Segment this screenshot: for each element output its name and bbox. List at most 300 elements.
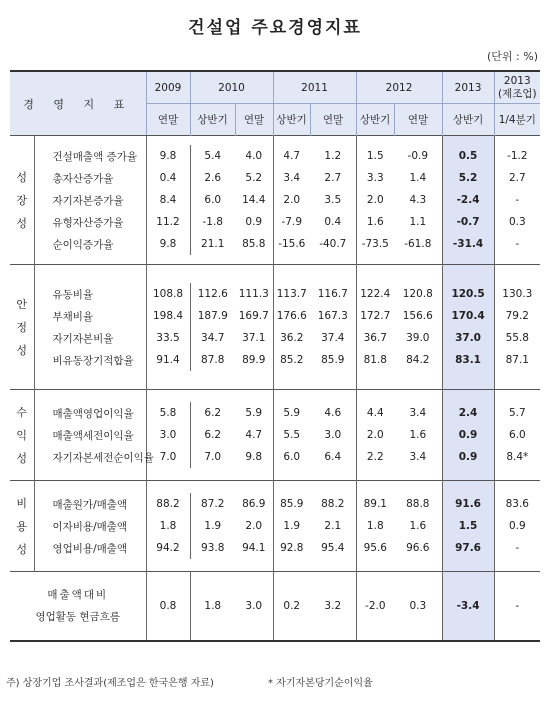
pad-cell <box>146 390 190 403</box>
value-cell: 3.0 <box>235 572 273 642</box>
pad-cell <box>356 255 394 265</box>
row-label: 순이익증가율 <box>34 233 146 255</box>
table-row <box>10 233 540 255</box>
category-char: 비 <box>16 496 28 510</box>
pad-cell <box>235 265 273 284</box>
category-char: 용 <box>16 519 28 533</box>
value-cell: 112.6 <box>197 288 228 300</box>
pad-cell <box>146 136 190 146</box>
pad-cell <box>442 265 494 284</box>
header-year-2012: 2012 <box>356 71 442 104</box>
pad-cell <box>190 559 235 572</box>
value-cell: 1.8 <box>366 520 384 532</box>
value-cell: -3.4 <box>442 572 494 642</box>
value-cell: 3.3 <box>366 172 384 184</box>
pad-cell <box>273 481 310 494</box>
header-year-2013-manufacturing: 2013 (제조업) <box>494 71 540 104</box>
pad-cell <box>442 371 494 390</box>
cashflow-label <box>10 572 146 642</box>
value-cell: -31.4 <box>442 233 494 255</box>
pad-cell <box>356 468 394 481</box>
pad-cell <box>356 136 394 146</box>
value-cell: 0.4 <box>146 167 190 189</box>
pad-cell <box>34 390 146 403</box>
pad-cell <box>146 265 190 284</box>
unit-label: (단위 : %) <box>487 50 538 63</box>
row-label: 영업비용/매출액 <box>34 537 146 559</box>
group-top-pad <box>10 390 540 403</box>
category-label <box>10 136 34 265</box>
value-cell: 170.4 <box>442 305 494 327</box>
value-cell: -2.4 <box>442 189 494 211</box>
value-cell: 91.4 <box>146 349 190 371</box>
value-cell: 122.4 <box>360 288 391 300</box>
pad-cell <box>310 255 356 265</box>
value-cell: 0.9 <box>442 424 494 446</box>
value-cell: -1.8 <box>202 216 223 228</box>
category-char: 성 <box>16 451 28 465</box>
header-year-2009: 2009 <box>146 71 190 104</box>
value-cell: 6.0 <box>508 429 526 441</box>
pad-cell <box>34 371 146 390</box>
pad-cell <box>235 468 273 481</box>
value-cell: - <box>515 238 520 250</box>
value-cell: 88.2 <box>310 493 356 515</box>
value-cell: 39.0 <box>394 327 442 349</box>
group-bottom-pad <box>10 559 540 572</box>
pad-cell <box>235 390 273 403</box>
value-cell: 2.0 <box>366 194 384 206</box>
value-cell: 97.6 <box>442 537 494 559</box>
table-row <box>10 145 540 167</box>
value-cell: -0.7 <box>442 211 494 233</box>
value-cell: 172.7 <box>360 310 391 322</box>
group-bottom-pad <box>10 255 540 265</box>
pad-cell <box>394 371 442 390</box>
row-label: 자기자본세전순이익율 <box>34 446 146 468</box>
value-cell: 2.4 <box>442 402 494 424</box>
value-cell: 4.7 <box>235 424 273 446</box>
value-cell: 85.8 <box>235 233 273 255</box>
pad-cell <box>310 468 356 481</box>
table-row <box>10 537 540 559</box>
value-cell: 3.5 <box>310 189 356 211</box>
value-cell: 81.8 <box>363 354 387 366</box>
value-cell: 2.6 <box>204 172 222 184</box>
row-label: 자기자본증가율 <box>34 189 146 211</box>
value-cell: 0.2 <box>273 572 310 642</box>
pad-cell <box>190 468 235 481</box>
value-cell: 0.9 <box>508 520 526 532</box>
value-cell: 83.6 <box>505 498 529 510</box>
header-year-2010: 2010 <box>190 71 273 104</box>
value-cell: 14.4 <box>235 189 273 211</box>
table-row <box>10 211 540 233</box>
table-row <box>10 349 540 371</box>
value-cell: 167.3 <box>310 305 356 327</box>
category-label <box>10 481 34 572</box>
value-cell: 0.9 <box>442 446 494 468</box>
header-period: 1/4분기 <box>494 104 540 136</box>
table-row <box>10 167 540 189</box>
category-char: 성 <box>16 542 28 556</box>
table-row <box>10 327 540 349</box>
value-cell: 36.7 <box>363 332 387 344</box>
footnote-source: 주) 상장기업 조사결과(제조업은 한국은행 자료) <box>6 678 214 689</box>
pad-cell <box>494 371 540 390</box>
value-cell: 3.2 <box>310 572 356 642</box>
value-cell: 79.2 <box>505 310 529 322</box>
value-cell: 1.8 <box>146 515 190 537</box>
value-cell: 87.2 <box>201 498 225 510</box>
pad-cell <box>190 390 235 403</box>
value-cell: 2.7 <box>508 172 526 184</box>
pad-cell <box>356 371 394 390</box>
indicator-table <box>10 70 540 642</box>
pad-cell <box>394 265 442 284</box>
pad-cell <box>310 559 356 572</box>
category-char: 성 <box>16 170 28 184</box>
row-label: 매출액영업이익율 <box>34 402 146 424</box>
header-period: 상반기 <box>273 104 310 136</box>
value-cell: 21.1 <box>201 238 225 250</box>
value-cell: -61.8 <box>394 233 442 255</box>
value-cell: 89.9 <box>235 349 273 371</box>
value-cell: 1.4 <box>394 167 442 189</box>
header-year-2011: 2011 <box>273 71 356 104</box>
value-cell: 83.1 <box>442 349 494 371</box>
value-cell: 7.0 <box>146 446 190 468</box>
pad-cell <box>146 559 190 572</box>
table-row <box>10 515 540 537</box>
pad-cell <box>34 468 146 481</box>
value-cell: 85.2 <box>280 354 304 366</box>
pad-cell <box>190 255 235 265</box>
value-cell: 130.3 <box>502 288 533 300</box>
header-period: 연말 <box>146 104 190 136</box>
pad-cell <box>442 136 494 146</box>
value-cell: 116.7 <box>310 283 356 305</box>
pad-cell <box>273 136 310 146</box>
header-row-years <box>10 71 540 104</box>
header-period: 연말 <box>235 104 273 136</box>
value-cell: 36.2 <box>280 332 304 344</box>
group-bottom-pad <box>10 371 540 390</box>
pad-cell <box>494 136 540 146</box>
value-cell: 94.2 <box>146 537 190 559</box>
group-bottom-pad <box>10 468 540 481</box>
value-cell: 4.6 <box>310 402 356 424</box>
pad-cell <box>310 265 356 284</box>
value-cell: -1.2 <box>507 150 528 162</box>
value-cell: 5.9 <box>235 402 273 424</box>
pad-cell <box>273 371 310 390</box>
pad-cell <box>235 255 273 265</box>
value-cell: 120.5 <box>442 283 494 305</box>
value-cell: 2.2 <box>366 451 384 463</box>
value-cell: 2.0 <box>235 515 273 537</box>
value-cell: 85.9 <box>310 349 356 371</box>
pad-cell <box>356 390 394 403</box>
value-cell: 198.4 <box>146 305 190 327</box>
pad-cell <box>310 390 356 403</box>
pad-cell <box>235 481 273 494</box>
value-cell: 88.2 <box>146 493 190 515</box>
value-cell: 87.1 <box>505 354 529 366</box>
value-cell: 111.3 <box>235 283 273 305</box>
group-top-pad <box>10 481 540 494</box>
pad-cell <box>356 265 394 284</box>
value-cell: 92.8 <box>280 542 304 554</box>
cashflow-label-line1: 매출액대비 <box>47 589 109 601</box>
value-cell: 156.6 <box>394 305 442 327</box>
value-cell: 7.0 <box>204 451 222 463</box>
value-cell: 120.8 <box>394 283 442 305</box>
value-cell: 6.0 <box>283 451 301 463</box>
value-cell: 108.8 <box>146 283 190 305</box>
pad-cell <box>146 371 190 390</box>
value-cell: 55.8 <box>505 332 529 344</box>
value-cell: 1.9 <box>204 520 222 532</box>
pad-cell <box>356 559 394 572</box>
value-cell: 176.6 <box>276 310 307 322</box>
pad-cell <box>494 390 540 403</box>
cashflow-row <box>10 572 540 642</box>
value-cell: 1.1 <box>394 211 442 233</box>
category-char: 안 <box>16 297 28 311</box>
value-cell: 5.7 <box>508 407 526 419</box>
value-cell: 37.4 <box>310 327 356 349</box>
value-cell: 94.1 <box>235 537 273 559</box>
pad-cell <box>442 468 494 481</box>
cashflow-label-line2: 영업활동 현금흐름 <box>35 611 120 623</box>
value-cell: - <box>515 542 520 554</box>
value-cell: 3.4 <box>394 402 442 424</box>
value-cell: 4.7 <box>283 150 301 162</box>
value-cell: 1.6 <box>394 515 442 537</box>
value-cell: 89.1 <box>363 498 387 510</box>
row-label: 비유동장기적합율 <box>34 349 146 371</box>
value-cell: 37.1 <box>235 327 273 349</box>
value-cell: 2.0 <box>283 194 301 206</box>
value-cell: 3.0 <box>310 424 356 446</box>
value-cell: 87.8 <box>201 354 225 366</box>
row-label: 자기자본비율 <box>34 327 146 349</box>
value-cell: - <box>515 194 520 206</box>
header-year-2013: 2013 <box>442 71 494 104</box>
value-cell: 5.2 <box>442 167 494 189</box>
pad-cell <box>442 255 494 265</box>
category-label <box>10 265 34 390</box>
category-char: 익 <box>16 428 28 442</box>
value-cell: 2.0 <box>366 429 384 441</box>
value-cell: 1.5 <box>442 515 494 537</box>
table-row <box>10 283 540 305</box>
value-cell: 96.6 <box>394 537 442 559</box>
value-cell: 93.8 <box>201 542 225 554</box>
value-cell: 4.4 <box>366 407 384 419</box>
pad-cell <box>494 481 540 494</box>
value-cell: 1.9 <box>283 520 301 532</box>
value-cell: 95.6 <box>363 542 387 554</box>
pad-cell <box>235 136 273 146</box>
pad-cell <box>190 481 235 494</box>
value-cell: -0.9 <box>394 145 442 167</box>
value-cell: 169.7 <box>235 305 273 327</box>
table-row <box>10 189 540 211</box>
value-cell: 6.0 <box>204 194 222 206</box>
header-period: 상반기 <box>190 104 235 136</box>
value-cell: -40.7 <box>310 233 356 255</box>
row-label: 총자산증가율 <box>34 167 146 189</box>
row-label: 부채비율 <box>34 305 146 327</box>
pad-cell <box>442 559 494 572</box>
value-cell: 1.8 <box>190 572 235 642</box>
row-label: 매출액세전이익율 <box>34 424 146 446</box>
footnote-asterisk: * 자기자본당기순이익율 <box>268 678 373 689</box>
category-char: 성 <box>16 216 28 230</box>
pad-cell <box>494 255 540 265</box>
value-cell: 8.4 <box>146 189 190 211</box>
value-cell: 6.2 <box>204 429 222 441</box>
value-cell: 9.8 <box>146 233 190 255</box>
value-cell: 5.9 <box>283 407 301 419</box>
header-period: 상반기 <box>442 104 494 136</box>
value-cell: 1.2 <box>310 145 356 167</box>
pad-cell <box>356 481 394 494</box>
value-cell: 2.1 <box>310 515 356 537</box>
value-cell: 88.8 <box>394 493 442 515</box>
value-cell: 9.8 <box>146 145 190 167</box>
pad-cell <box>34 559 146 572</box>
pad-cell <box>394 481 442 494</box>
pad-cell <box>273 559 310 572</box>
pad-cell <box>146 468 190 481</box>
pad-cell <box>190 371 235 390</box>
value-cell: 84.2 <box>394 349 442 371</box>
pad-cell <box>273 255 310 265</box>
table-row <box>10 402 540 424</box>
value-cell: 5.4 <box>204 150 222 162</box>
group-top-pad <box>10 265 540 284</box>
pad-cell <box>34 481 146 494</box>
value-cell: 37.0 <box>442 327 494 349</box>
value-cell: 3.0 <box>146 424 190 446</box>
value-cell: 3.4 <box>394 446 442 468</box>
header-period: 연말 <box>310 104 356 136</box>
pad-cell <box>394 559 442 572</box>
value-cell: 5.2 <box>235 167 273 189</box>
value-cell: -2.0 <box>356 572 394 642</box>
value-cell: 0.3 <box>394 572 442 642</box>
pad-cell <box>34 136 146 146</box>
value-cell: 4.0 <box>235 145 273 167</box>
value-cell: 5.5 <box>283 429 301 441</box>
value-cell: 0.9 <box>235 211 273 233</box>
pad-cell <box>494 468 540 481</box>
pad-cell <box>494 265 540 284</box>
category-char: 장 <box>16 193 28 207</box>
row-label: 유형자산증가율 <box>34 211 146 233</box>
row-label: 유동비율 <box>34 283 146 305</box>
header-period: 상반기 <box>356 104 394 136</box>
pad-cell <box>235 371 273 390</box>
row-label: 이자비용/매출액 <box>34 515 146 537</box>
table-row <box>10 446 540 468</box>
pad-cell <box>394 390 442 403</box>
value-cell: 9.8 <box>235 446 273 468</box>
pad-cell <box>190 265 235 284</box>
value-cell: 0.3 <box>508 216 526 228</box>
value-cell: 5.8 <box>146 402 190 424</box>
value-cell: 1.6 <box>394 424 442 446</box>
page-title: 건설업 주요경영지표 <box>188 18 362 38</box>
category-char: 성 <box>16 343 28 357</box>
pad-cell <box>394 136 442 146</box>
value-cell: 4.3 <box>394 189 442 211</box>
value-cell: 1.6 <box>366 216 384 228</box>
value-cell: 6.4 <box>310 446 356 468</box>
category-char: 수 <box>16 405 28 419</box>
category-char: 정 <box>16 320 28 334</box>
pad-cell <box>190 136 235 146</box>
value-cell: 6.2 <box>204 407 222 419</box>
pad-cell <box>310 136 356 146</box>
value-cell: -73.5 <box>361 238 389 250</box>
pad-cell <box>310 371 356 390</box>
value-cell: 0.5 <box>442 145 494 167</box>
row-label: 매출원가/매출액 <box>34 493 146 515</box>
table-row <box>10 493 540 515</box>
value-cell: 85.9 <box>280 498 304 510</box>
value-cell: 3.4 <box>283 172 301 184</box>
pad-cell <box>235 559 273 572</box>
pad-cell <box>394 255 442 265</box>
pad-cell <box>273 468 310 481</box>
pad-cell <box>442 390 494 403</box>
row-label: 건설매출액 증가율 <box>34 145 146 167</box>
value-cell: 187.9 <box>197 310 228 322</box>
pad-cell <box>146 481 190 494</box>
pad-cell <box>34 265 146 284</box>
pad-cell <box>273 265 310 284</box>
value-cell: 95.4 <box>310 537 356 559</box>
category-label <box>10 390 34 481</box>
value-cell: 2.7 <box>310 167 356 189</box>
value-cell: 86.9 <box>235 493 273 515</box>
value-cell: 33.5 <box>146 327 190 349</box>
value-cell: 91.6 <box>442 493 494 515</box>
header-period: 연말 <box>394 104 442 136</box>
value-cell: - <box>494 572 540 642</box>
value-cell: 11.2 <box>146 211 190 233</box>
pad-cell <box>394 468 442 481</box>
pad-cell <box>146 255 190 265</box>
pad-cell <box>310 481 356 494</box>
value-cell: 0.4 <box>310 211 356 233</box>
table-row <box>10 424 540 446</box>
header-indicator: 경 영 지 표 <box>10 71 146 136</box>
value-cell: 34.7 <box>201 332 225 344</box>
value-cell: 1.5 <box>366 150 384 162</box>
group-top-pad <box>10 136 540 146</box>
value-cell: -7.9 <box>281 216 303 228</box>
table-row <box>10 305 540 327</box>
value-cell: 113.7 <box>276 288 307 300</box>
pad-cell <box>34 255 146 265</box>
pad-cell <box>494 559 540 572</box>
pad-cell <box>442 481 494 494</box>
